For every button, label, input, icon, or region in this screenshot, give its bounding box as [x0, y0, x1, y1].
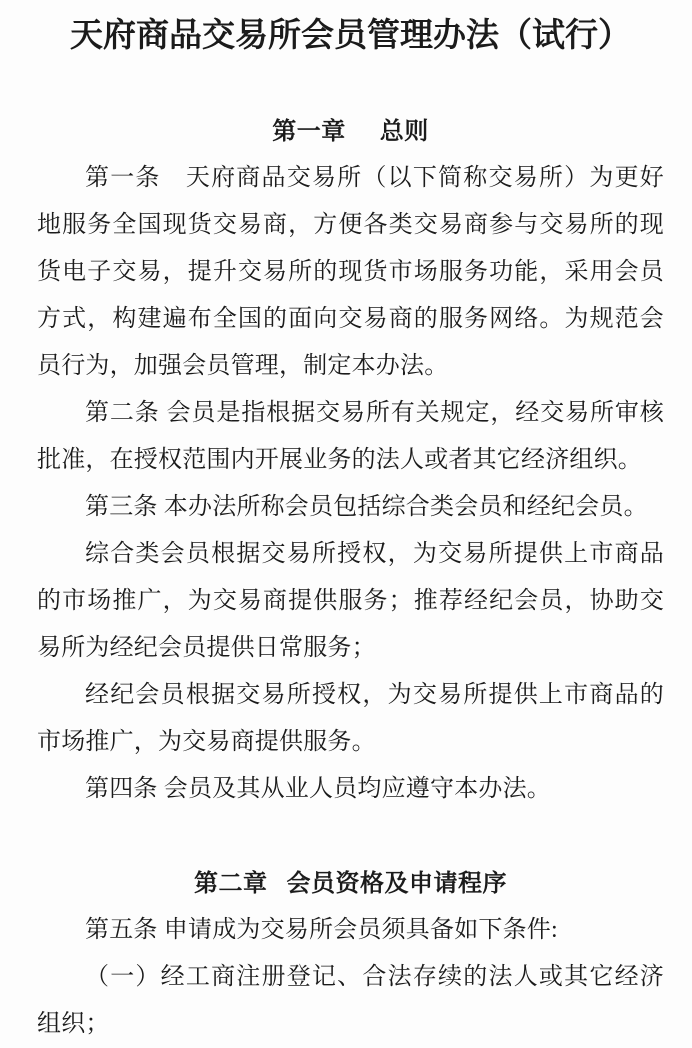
chapter-1-heading — [37, 108, 664, 155]
paragraph-article-3: 第三条 本办法所称会员包括综合类会员和经纪会员。 — [85, 494, 648, 520]
chapter-1 — [37, 108, 664, 813]
document-title: 天府商品交易所会员管理办法（试行） — [70, 18, 631, 54]
paragraph-article-1: 第一条 天府商品交易所（以下简称交易所）为更好地服务全国现货交易商，方便各类交易商参与交易所的现货电子交易，提升交易所的现货市场服务功能，采用会员方式，构建遍布全国的面向交易商的服务网络。为规范会员行为，加强会员管理，制定本办法。 — [37, 165, 664, 379]
paragraph-comprehensive-members: 综合类会员根据交易所授权，为交易所提供上市商品的市场推广，为交易商提供服务；推荐经纪会员，协助交易所为经纪会员提供日常服务； — [37, 541, 664, 661]
chapter-2-heading — [37, 860, 664, 907]
chapter-1-title: 总则 — [379, 118, 429, 145]
paragraph-article-5: 第五条 申请成为交易所会员须具备如下条件: — [85, 917, 558, 943]
chapter-2-title: 会员资格及申请程序 — [286, 870, 507, 897]
paragraph-article-4: 第四条 会员及其从业人员均应遵守本办法。 — [85, 776, 551, 802]
paragraph-broker-members: 经纪会员根据交易所授权，为交易所提供上市商品的市场推广，为交易商提供服务。 — [37, 682, 664, 755]
chapter-2-number: 第二章 — [194, 870, 268, 897]
chapter-1-number: 第一章 — [272, 118, 346, 145]
paragraph-condition-1: （一）经工商注册登记、合法存续的法人或其它经济组织； — [37, 964, 664, 1037]
chapter-2 — [37, 860, 664, 1048]
paragraph-article-2: 第二条 会员是指根据交易所有关规定，经交易所审核批准，在授权范围内开展业务的法人或者其它经济组织。 — [37, 400, 664, 473]
